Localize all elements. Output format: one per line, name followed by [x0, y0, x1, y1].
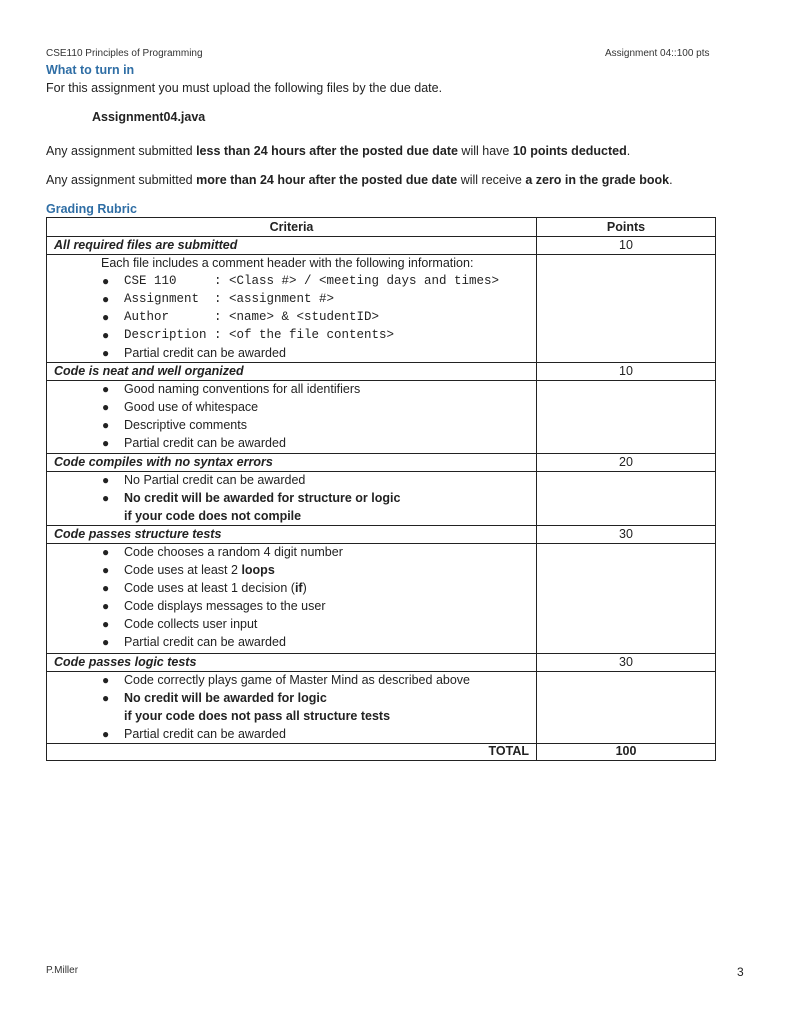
list-item: No Partial credit can be awarded [124, 473, 306, 487]
bullet-icon: ● [102, 400, 110, 414]
section-points: 10 [619, 364, 633, 378]
list-item: Assignment : <assignment #> [124, 292, 335, 306]
list-item: Code uses at least 2 loops [124, 563, 275, 577]
bullet-icon: ● [102, 545, 110, 559]
list-item: Description : <of the file contents> [124, 328, 395, 342]
list-item: Partial credit can be awarded [124, 346, 286, 360]
criteria-header: Criteria [269, 220, 314, 234]
list-item-continuation: if your code does not pass all structure tests [124, 709, 391, 723]
rubric-table [46, 217, 716, 761]
list-item: Partial credit can be awarded [124, 727, 286, 741]
section-title-row [47, 454, 715, 472]
section-body-row [47, 381, 715, 454]
list-item: Partial credit can be awarded [124, 635, 286, 649]
total-row [47, 744, 715, 760]
section-title-row [47, 526, 715, 544]
bullet-icon: ● [102, 673, 110, 687]
section-points: 20 [619, 455, 633, 469]
section-title-row [47, 237, 715, 255]
section-title-row [47, 654, 715, 672]
section-body-row [47, 544, 715, 654]
bullet-icon: ● [102, 563, 110, 577]
bullet-icon: ● [102, 691, 110, 705]
table-header-row [47, 218, 715, 237]
list-item: Code uses at least 1 decision (if) [124, 581, 307, 595]
list-item: No credit will be awarded for logic [124, 691, 327, 705]
list-item: Each file includes a comment header with the following information: [101, 256, 474, 270]
section-title: Code passes logic tests [54, 655, 197, 669]
page-number: 3 [737, 965, 744, 979]
late-policy-1: Any assignment submitted less than 24 hours after the posted due date will have 10 points deducted. [46, 144, 631, 158]
list-item: Partial credit can be awarded [124, 436, 286, 450]
bullet-icon: ● [102, 310, 110, 324]
late-policy-2: Any assignment submitted more than 24 hour after the posted due date will receive a zero in the grade book. [46, 173, 673, 187]
bullet-icon: ● [102, 274, 110, 288]
section-body-row [47, 472, 715, 526]
assignment-points: Assignment 04::100 pts [605, 48, 710, 59]
bullet-icon: ● [102, 292, 110, 306]
bullet-icon: ● [102, 418, 110, 432]
section-title: Code compiles with no syntax errors [54, 455, 273, 469]
bullet-icon: ● [102, 635, 110, 649]
bullet-icon: ● [102, 599, 110, 613]
section-points: 30 [619, 527, 633, 541]
bullet-icon: ● [102, 581, 110, 595]
section-body-row [47, 672, 715, 744]
bullet-icon: ● [102, 473, 110, 487]
bullet-icon: ● [102, 346, 110, 360]
bullet-icon: ● [102, 328, 110, 342]
list-item: Code correctly plays game of Master Mind as described above [124, 673, 470, 687]
total-points: 100 [615, 744, 637, 758]
section-title-row [47, 363, 715, 381]
turn-in-heading: What to turn in [46, 63, 135, 77]
bullet-icon: ● [102, 727, 110, 741]
list-item: CSE 110 : <Class #> / <meeting days and times> [124, 274, 500, 288]
list-item: Code collects user input [124, 617, 258, 631]
section-title: Code passes structure tests [54, 527, 222, 541]
section-body-row [47, 255, 715, 363]
points-header: Points [606, 220, 646, 234]
list-item: Author : <name> & <studentID> [124, 310, 380, 324]
section-points: 30 [619, 655, 633, 669]
list-item: Good use of whitespace [124, 400, 259, 414]
bullet-icon: ● [102, 382, 110, 396]
list-item: Good naming conventions for all identifiers [124, 382, 361, 396]
section-points: 10 [619, 238, 633, 252]
list-item: Descriptive comments [124, 418, 247, 432]
section-title: Code is neat and well organized [54, 364, 244, 378]
bullet-icon: ● [102, 617, 110, 631]
list-item: Code chooses a random 4 digit number [124, 545, 343, 559]
list-item: Code displays messages to the user [124, 599, 326, 613]
file-name: Assignment04.java [92, 110, 206, 124]
bullet-icon: ● [102, 436, 110, 450]
turn-in-intro: For this assignment you must upload the following files by the due date. [46, 81, 443, 95]
footer-author: P.Miller [46, 965, 79, 976]
list-item-continuation: if your code does not compile [124, 509, 302, 523]
list-item: No credit will be awarded for structure or logic [124, 491, 401, 505]
rubric-heading: Grading Rubric [46, 202, 137, 216]
course-title: CSE110 Principles of Programming [46, 48, 203, 59]
section-title: All required files are submitted [54, 238, 238, 252]
total-label: TOTAL [488, 744, 529, 758]
bullet-icon: ● [102, 491, 110, 505]
